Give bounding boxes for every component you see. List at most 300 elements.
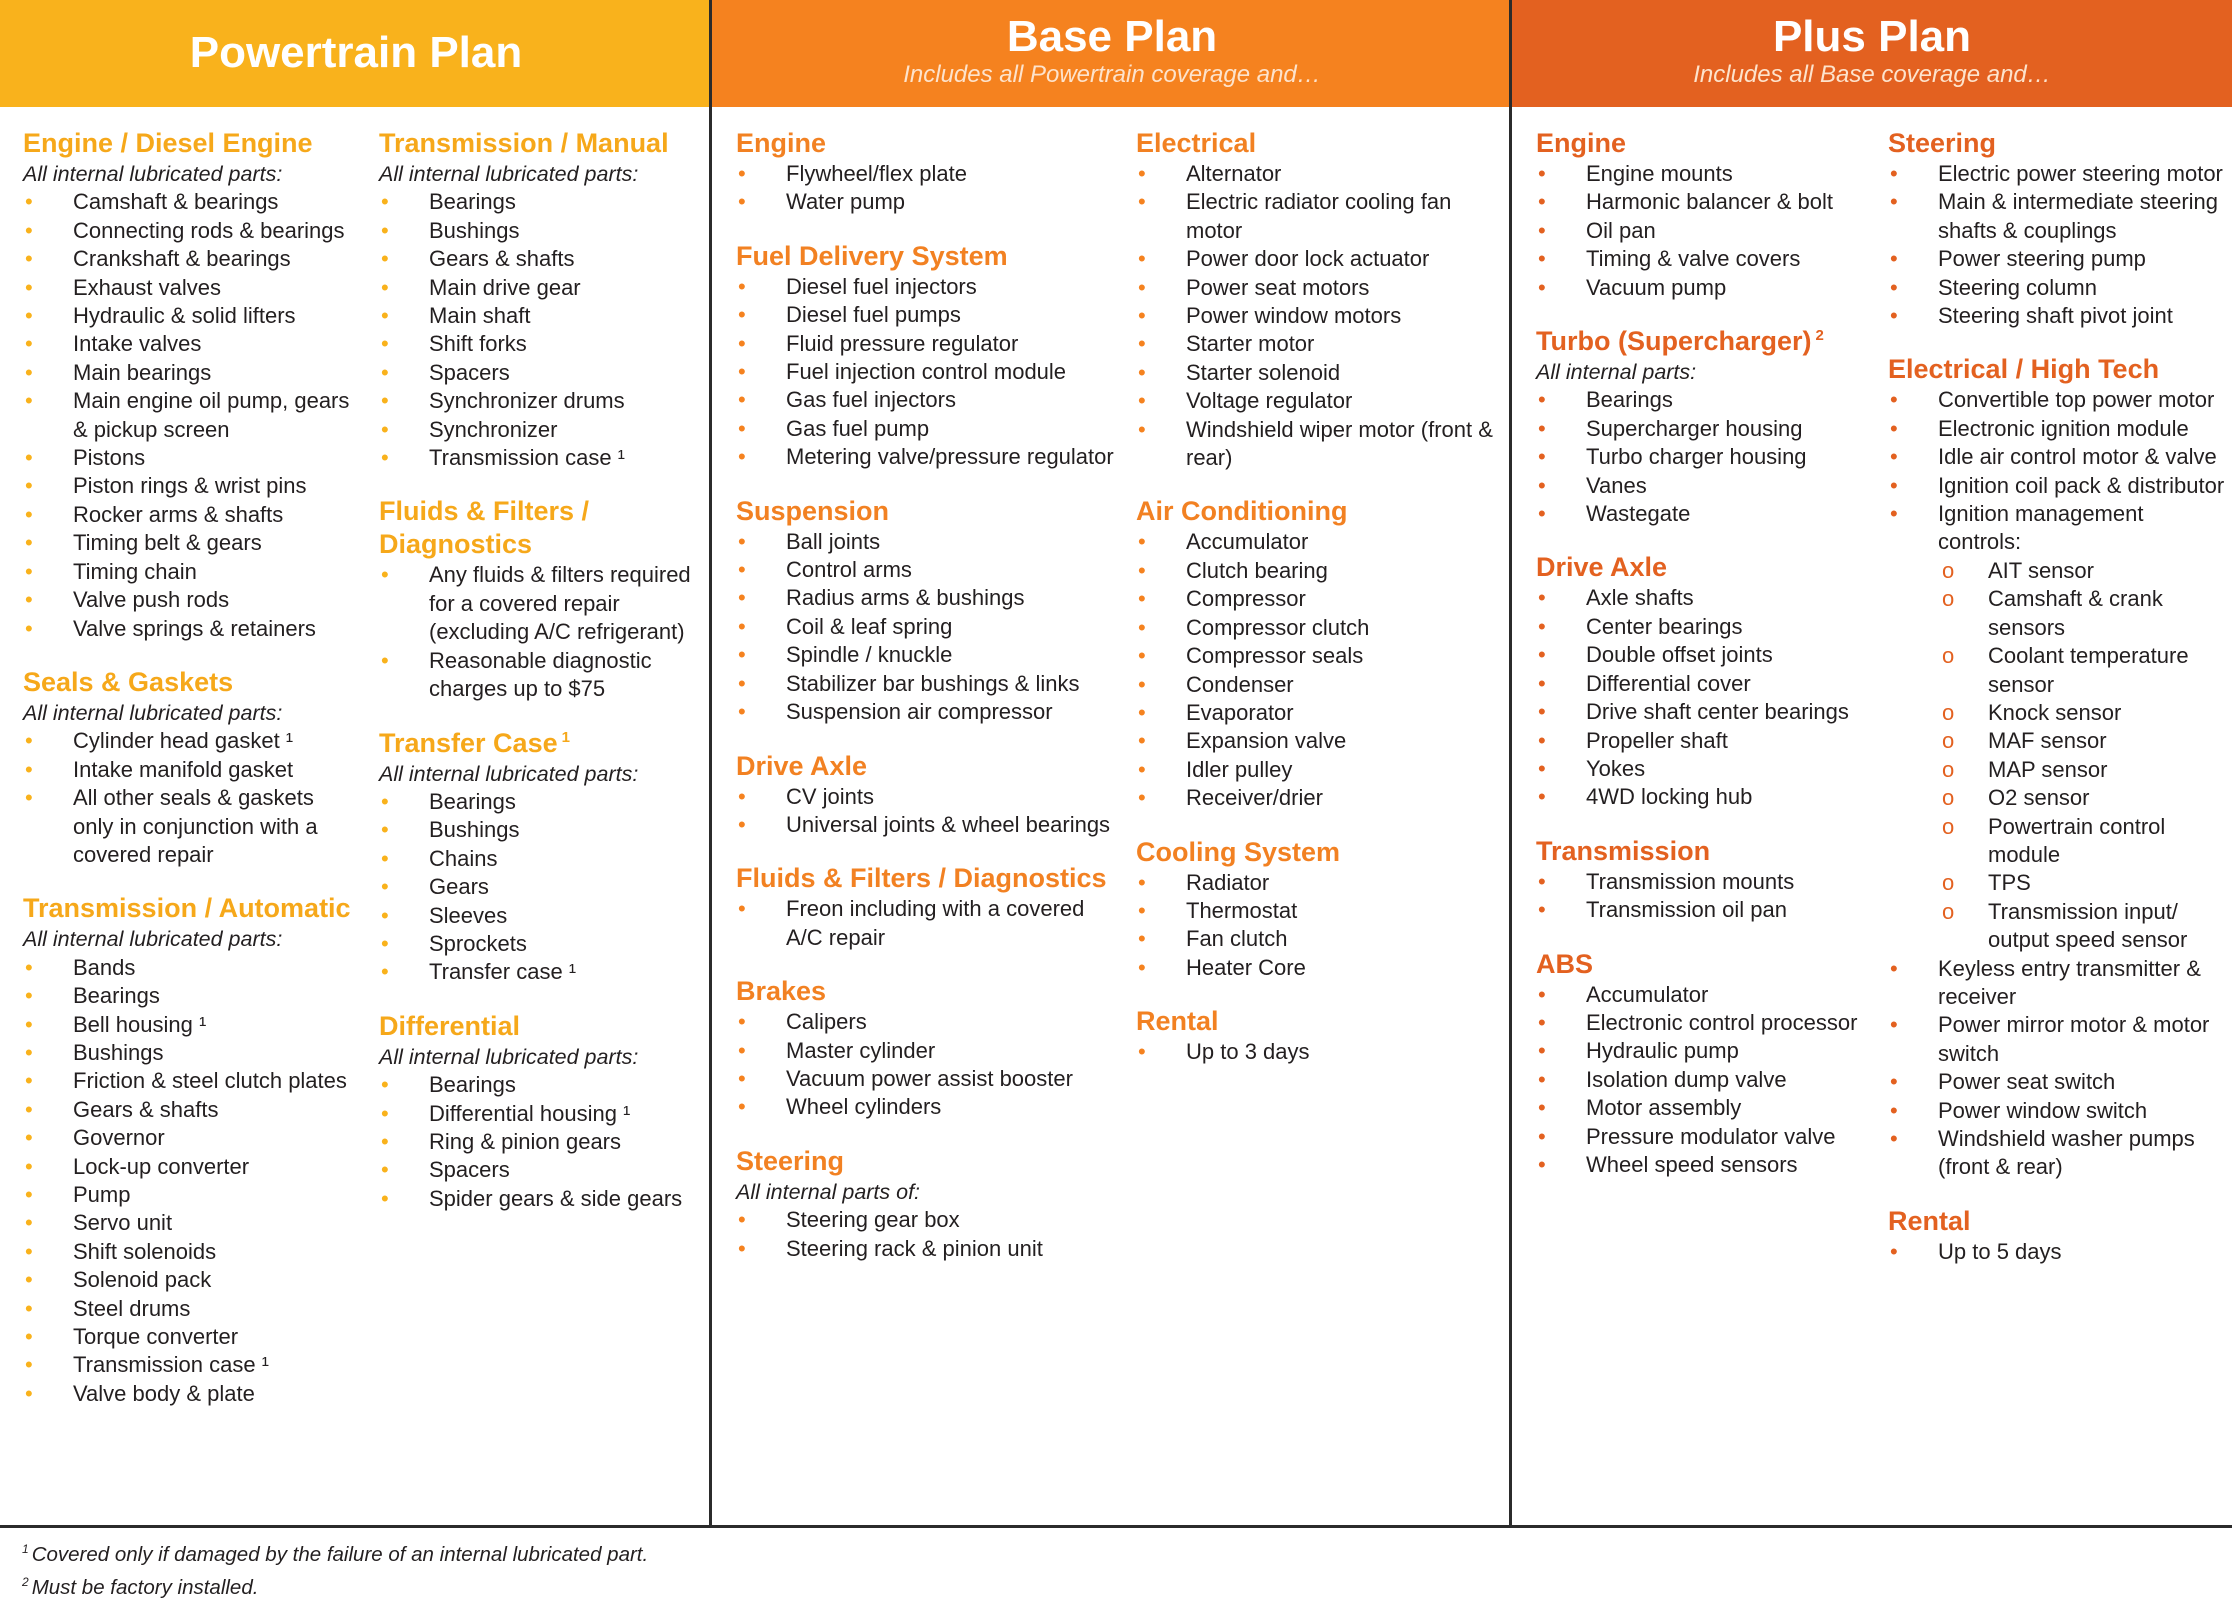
section-title xyxy=(23,892,353,925)
bullet-icon: • xyxy=(1138,557,1146,583)
list-item xyxy=(1536,1151,1866,1179)
coverage-section xyxy=(736,495,1116,727)
list-item xyxy=(23,274,353,302)
list-item-text: Fluid pressure regulator xyxy=(786,330,1019,356)
list-item-text: Power steering pump xyxy=(1938,246,2146,272)
powertrain-column-2 xyxy=(379,127,709,1236)
list-item xyxy=(379,930,709,958)
coverage-section xyxy=(379,495,709,703)
bullet-icon: • xyxy=(25,445,33,471)
bullet-icon: • xyxy=(1890,501,1898,527)
list-item xyxy=(1536,755,1866,783)
list-item xyxy=(23,1067,353,1095)
base-plan-subtitle: Includes all Powertrain coverage and… xyxy=(903,61,1321,88)
bullet-icon: • xyxy=(381,959,389,985)
bullet-icon: • xyxy=(25,359,33,385)
bullet-icon: • xyxy=(1138,1039,1146,1065)
list-item xyxy=(1888,500,2228,557)
list-item xyxy=(736,1206,1116,1234)
bullet-icon: • xyxy=(1138,954,1146,980)
bullet-icon: • xyxy=(1538,897,1546,923)
list-subitem xyxy=(1888,756,2228,784)
list-item xyxy=(379,1128,709,1156)
list-item-text: Sleeves xyxy=(429,902,508,928)
list-subitem-text: Knock sensor xyxy=(1988,699,2122,725)
list-item xyxy=(23,1380,353,1408)
list-item-text: Vacuum power assist booster xyxy=(786,1065,1073,1091)
section-title-text: Seals & Gaskets xyxy=(23,666,234,697)
footnote-mark: 2 xyxy=(22,1575,29,1590)
section-note: All internal parts: xyxy=(1536,360,1697,385)
list-item-text: Pistons xyxy=(73,445,146,471)
bullet-icon: • xyxy=(1138,189,1146,215)
list-item-text: Camshaft & bearings xyxy=(73,189,279,215)
section-title-text: Engine xyxy=(1536,128,1627,158)
list-item xyxy=(1536,500,1866,528)
bullet-icon: • xyxy=(1538,868,1546,894)
section-title xyxy=(1536,551,1866,584)
list-item xyxy=(1888,160,2228,188)
list-item-text: Gas fuel pump xyxy=(786,415,930,441)
footnote-mark: 1 xyxy=(22,1542,29,1557)
base-plan-title: Base Plan xyxy=(1006,12,1218,61)
bullet-icon: • xyxy=(25,473,33,499)
bullet-icon: • xyxy=(1890,1069,1898,1095)
bullet-icon: • xyxy=(25,530,33,556)
list-item-text: Vanes xyxy=(1586,472,1647,498)
list-item-text: Pressure modulator valve xyxy=(1586,1123,1836,1149)
bullet-icon: • xyxy=(381,1072,389,1098)
list-item xyxy=(379,788,709,816)
list-item xyxy=(23,756,353,784)
bullet-icon: • xyxy=(738,330,746,356)
list-item xyxy=(736,528,1116,556)
list-item-text: Evaporator xyxy=(1186,699,1294,725)
list-item-text: Gears & shafts xyxy=(429,246,575,272)
list-item-text: Power window motors xyxy=(1186,303,1402,329)
bullet-icon: • xyxy=(1890,246,1898,272)
list-item-text: Water pump xyxy=(786,189,906,215)
bullet-icon: • xyxy=(381,930,389,956)
list-item-text: Harmonic balancer & bolt xyxy=(1586,189,1834,215)
section-title-text: Turbo (Supercharger) xyxy=(1536,326,1812,357)
list-item xyxy=(1888,245,2228,273)
list-item-text: Valve push rods xyxy=(73,587,230,613)
list-item-text: Up to 5 days xyxy=(1938,1238,2062,1264)
list-item-text: Bushings xyxy=(73,1039,164,1065)
list-item-text: Any fluids & filters required for a covered repair (excluding A/C refrigerant) xyxy=(429,562,691,645)
bullet-icon: • xyxy=(1890,189,1898,215)
list-item-text: Steering shaft pivot joint xyxy=(1938,303,2173,329)
list-item xyxy=(379,647,709,704)
list-item-text: Accumulator xyxy=(1186,529,1309,555)
plus-column-2 xyxy=(1888,127,2228,1289)
section-title-text: Fluids & Filters / Diagnostics xyxy=(736,863,1107,894)
list-item-text: Transfer case ¹ xyxy=(429,959,577,985)
list-item-text: Voltage regulator xyxy=(1186,388,1353,414)
section-note: All internal parts of: xyxy=(736,1179,921,1204)
section-title-text: Drive Axle xyxy=(736,750,868,781)
list-item-text: Main shaft xyxy=(429,303,531,329)
list-item-text: Piston rings & wrist pins xyxy=(73,473,307,499)
list-item xyxy=(23,558,353,586)
bullet-icon: • xyxy=(25,501,33,527)
section-title-text: Transmission / Manual xyxy=(379,128,669,158)
list-item xyxy=(1888,1125,2228,1182)
list-item-text: Servo unit xyxy=(73,1210,173,1236)
list-subitem-text: Transmission input/ output speed sensor xyxy=(1988,898,2188,953)
bullet-icon: • xyxy=(1138,671,1146,697)
list-item xyxy=(379,359,709,387)
list-item-text: Oil pan xyxy=(1586,217,1656,243)
item-list xyxy=(736,783,1116,840)
section-title-text: Engine / Diesel Engine xyxy=(23,128,313,158)
list-subitem xyxy=(1888,898,2228,955)
list-subitem xyxy=(1888,699,2228,727)
list-item xyxy=(1136,160,1506,188)
list-item xyxy=(379,1156,709,1184)
section-title xyxy=(736,240,1116,273)
list-item-text: Hydraulic pump xyxy=(1586,1038,1739,1064)
list-item-text: Idle air control motor & valve xyxy=(1938,444,2217,470)
footnote-mark: 1 xyxy=(561,728,570,746)
bullet-icon: • xyxy=(738,896,746,922)
list-item xyxy=(736,358,1116,386)
list-item xyxy=(1136,557,1506,585)
list-item-text: Bell housing ¹ xyxy=(73,1011,207,1037)
list-item xyxy=(1536,727,1866,755)
section-title xyxy=(736,750,1116,783)
list-item-text: Supercharger housing xyxy=(1586,415,1803,441)
bullet-icon: • xyxy=(25,189,33,215)
bullet-icon: • xyxy=(738,387,746,413)
powertrain-plan xyxy=(0,0,712,1528)
list-item xyxy=(379,1185,709,1213)
coverage-section xyxy=(23,892,353,1408)
bullet-icon: • xyxy=(1138,699,1146,725)
list-item-text: Bearings xyxy=(429,788,516,814)
plus-plan xyxy=(1512,0,2232,1528)
item-list xyxy=(1536,584,1866,811)
list-item-text: Spindle / knuckle xyxy=(786,642,953,668)
list-item xyxy=(1536,1037,1866,1065)
list-item xyxy=(379,444,709,472)
bullet-icon: • xyxy=(1890,415,1898,441)
item-list xyxy=(1888,160,2228,330)
list-item xyxy=(23,330,353,358)
section-note: All internal lubricated parts: xyxy=(379,761,639,786)
list-item xyxy=(736,160,1116,188)
bullet-icon: • xyxy=(1538,246,1546,272)
footnotes xyxy=(22,1538,648,1604)
list-item-text: Yokes xyxy=(1586,755,1646,781)
bullet-icon: • xyxy=(25,388,33,414)
sub-bullet-icon: o xyxy=(1942,728,1955,754)
sub-bullet-icon: o xyxy=(1942,643,1955,669)
item-list xyxy=(1136,160,1506,472)
bullet-icon: • xyxy=(1138,416,1146,442)
list-item xyxy=(1536,443,1866,471)
section-title-text: Transfer Case xyxy=(379,727,558,758)
list-item xyxy=(23,188,353,216)
sub-bullet-icon: o xyxy=(1942,870,1955,896)
bullet-icon: • xyxy=(1538,727,1546,753)
list-item xyxy=(1888,188,2228,245)
list-item xyxy=(1536,613,1866,641)
base-column-1 xyxy=(736,127,1116,1286)
list-item xyxy=(1536,415,1866,443)
list-item xyxy=(1536,981,1866,1009)
bullet-icon: • xyxy=(1138,897,1146,923)
bullet-icon: • xyxy=(738,557,746,583)
list-item-text: Crankshaft & bearings xyxy=(73,246,291,272)
list-item xyxy=(736,1093,1116,1121)
section-note: All internal lubricated parts: xyxy=(379,162,639,186)
bullet-icon: • xyxy=(738,444,746,470)
list-item xyxy=(1136,925,1506,953)
list-item-text: Steering rack & pinion unit xyxy=(786,1235,1043,1261)
list-item-text: Pump xyxy=(73,1182,131,1207)
list-item-text: Propeller shaft xyxy=(1586,727,1728,753)
list-item-text: Timing belt & gears xyxy=(73,530,262,556)
bullet-icon: • xyxy=(1138,869,1146,895)
list-item xyxy=(1536,868,1866,896)
bullet-icon: • xyxy=(381,274,389,300)
coverage-section xyxy=(1536,325,1866,528)
section-note: All internal lubricated parts: xyxy=(23,927,283,952)
list-item-text: Metering valve/pressure regulator xyxy=(786,444,1114,470)
list-item xyxy=(23,1295,353,1323)
list-item xyxy=(23,982,353,1010)
list-item xyxy=(736,415,1116,443)
bullet-icon: • xyxy=(1538,699,1546,725)
bullet-icon: • xyxy=(25,1380,33,1406)
list-item-text: Windshield wiper motor (front & rear) xyxy=(1186,416,1493,471)
item-list xyxy=(736,160,1116,217)
list-item xyxy=(736,613,1116,641)
list-item-text: Bushings xyxy=(429,817,520,843)
list-item xyxy=(23,359,353,387)
list-subitem-text: MAP sensor xyxy=(1988,756,2108,782)
list-item-text: Diesel fuel pumps xyxy=(786,302,961,328)
section-title-text: Fuel Delivery System xyxy=(736,240,1008,271)
list-item xyxy=(23,1096,353,1124)
bullet-icon: • xyxy=(1538,981,1546,1007)
bullet-icon: • xyxy=(738,670,746,696)
item-list xyxy=(1136,869,1506,983)
section-title-text: ABS xyxy=(1536,948,1594,979)
list-item-text: Main drive gear xyxy=(429,274,581,300)
list-item-text: Synchronizer xyxy=(429,416,558,442)
bullet-icon: • xyxy=(1538,1038,1546,1064)
coverage-section xyxy=(1536,948,1866,1180)
sub-bullet-icon: o xyxy=(1942,813,1955,839)
list-item-text: Reasonable diagnostic charges up to $75 xyxy=(429,647,652,702)
list-item-text: Electronic ignition module xyxy=(1938,415,2189,441)
list-subitem-text: Powertrain control module xyxy=(1988,813,2166,867)
bullet-icon: • xyxy=(25,246,33,272)
list-item xyxy=(736,811,1116,839)
sub-bullet-icon: o xyxy=(1942,785,1955,811)
section-title xyxy=(736,1145,1116,1178)
bullet-icon: • xyxy=(738,1207,746,1233)
list-item xyxy=(1136,784,1506,812)
list-item xyxy=(23,727,353,755)
list-item-text: Hydraulic & solid lifters xyxy=(73,303,296,329)
section-title xyxy=(1136,495,1506,528)
section-title xyxy=(23,127,353,160)
bullet-icon: • xyxy=(25,1238,33,1264)
bullet-icon: • xyxy=(381,217,389,243)
bullet-icon: • xyxy=(1538,585,1546,611)
list-item xyxy=(379,1100,709,1128)
list-item-text: Differential housing ¹ xyxy=(429,1100,631,1126)
section-title-text: Transmission xyxy=(1536,835,1711,866)
list-item xyxy=(1136,585,1506,613)
list-item xyxy=(23,1153,353,1181)
list-item-text: Connecting rods & bearings xyxy=(73,217,345,243)
bullet-icon: • xyxy=(381,388,389,414)
list-item xyxy=(23,586,353,614)
plus-column-1 xyxy=(1536,127,1866,1202)
list-item xyxy=(379,245,709,273)
bullet-icon: • xyxy=(381,845,389,871)
list-item-text: Spider gears & side gears xyxy=(429,1185,683,1211)
list-item xyxy=(1136,245,1506,273)
list-item xyxy=(1536,1123,1866,1151)
list-item xyxy=(736,188,1116,216)
list-item-text: Synchronizer drums xyxy=(429,388,625,414)
list-item xyxy=(1136,671,1506,699)
bullet-icon: • xyxy=(738,699,746,725)
list-item-text: Bushings xyxy=(429,217,520,243)
bullet-icon: • xyxy=(25,274,33,300)
bullet-icon: • xyxy=(381,817,389,843)
bullet-icon: • xyxy=(1538,1095,1546,1121)
list-item-text: CV joints xyxy=(786,783,875,809)
plus-plan-subtitle: Includes all Base coverage and… xyxy=(1693,61,2051,88)
list-item xyxy=(1136,274,1506,302)
coverage-section xyxy=(23,127,353,643)
bullet-icon: • xyxy=(1138,274,1146,300)
item-list xyxy=(23,727,353,869)
list-subitem xyxy=(1888,784,2228,812)
list-item-text: Radiator xyxy=(1186,869,1270,895)
list-item xyxy=(379,217,709,245)
item-list xyxy=(736,528,1116,727)
bullet-icon: • xyxy=(25,1352,33,1378)
bullet-icon: • xyxy=(1538,501,1546,527)
list-item xyxy=(736,698,1116,726)
bullet-icon: • xyxy=(1138,756,1146,782)
list-item xyxy=(736,301,1116,329)
list-item-text: Power seat motors xyxy=(1186,274,1370,300)
bullet-icon: • xyxy=(381,1185,389,1211)
list-item xyxy=(736,641,1116,669)
list-item xyxy=(1888,1011,2228,1068)
bullet-icon: • xyxy=(381,331,389,357)
bullet-icon: • xyxy=(1138,246,1146,272)
item-list xyxy=(1136,528,1506,812)
list-item-text: Alternator xyxy=(1186,161,1282,186)
bullet-icon: • xyxy=(1538,1009,1546,1035)
list-item-text: Idler pulley xyxy=(1186,756,1293,782)
bullet-icon: • xyxy=(25,587,33,613)
list-item xyxy=(736,1065,1116,1093)
list-subitem-text: Camshaft & crank sensors xyxy=(1988,586,2163,640)
bullet-icon: • xyxy=(1538,613,1546,639)
list-item xyxy=(23,784,353,869)
bullet-icon: • xyxy=(381,647,389,673)
divider-line xyxy=(1509,0,1512,1528)
bullet-icon: • xyxy=(25,1068,33,1094)
item-list xyxy=(23,188,353,643)
section-title xyxy=(1136,127,1506,160)
list-item-text: 4WD locking hub xyxy=(1586,784,1753,810)
list-item xyxy=(23,1266,353,1294)
list-item-text: Wheel speed sensors xyxy=(1586,1151,1798,1177)
bullet-icon: • xyxy=(738,302,746,328)
list-item-text: Bearings xyxy=(429,189,516,215)
list-item xyxy=(1536,1094,1866,1122)
list-item-text: Drive shaft center bearings xyxy=(1586,699,1849,725)
list-item xyxy=(379,188,709,216)
list-item xyxy=(1136,302,1506,330)
item-list xyxy=(1888,386,2228,1181)
bullet-icon: • xyxy=(25,1096,33,1122)
item-list xyxy=(379,561,709,703)
bullet-icon: • xyxy=(738,273,746,299)
list-item xyxy=(1136,897,1506,925)
list-item-text: Fuel injection control module xyxy=(786,359,1067,385)
list-item xyxy=(1888,1068,2228,1096)
sub-bullet-icon: o xyxy=(1942,756,1955,782)
item-list xyxy=(736,273,1116,472)
list-item-text: Turbo charger housing xyxy=(1586,444,1807,470)
bullet-icon: • xyxy=(1538,755,1546,781)
coverage-section xyxy=(1536,551,1866,811)
list-item xyxy=(1136,528,1506,556)
list-item-text: Expansion valve xyxy=(1186,728,1347,754)
list-item-text: Main & intermediate steering shafts & couplings xyxy=(1938,189,2219,243)
section-title-text: Engine xyxy=(736,128,827,158)
list-item xyxy=(379,416,709,444)
list-item-text: Torque converter xyxy=(73,1324,239,1350)
list-item xyxy=(1136,727,1506,755)
coverage-section xyxy=(379,1010,709,1213)
bullet-icon: • xyxy=(25,1039,33,1065)
section-note: All internal lubricated parts: xyxy=(23,700,283,725)
powertrain-plan-title: Powertrain Plan xyxy=(189,28,523,77)
bullet-icon: • xyxy=(1538,1151,1546,1177)
bullet-icon: • xyxy=(1138,331,1146,357)
bullet-icon: • xyxy=(1538,274,1546,300)
list-item-text: Valve springs & retainers xyxy=(73,615,316,641)
list-item-text: Axle shafts xyxy=(1586,585,1694,611)
bullet-icon: • xyxy=(25,1210,33,1236)
list-item-text: Rocker arms & shafts xyxy=(73,501,284,527)
list-item xyxy=(23,302,353,330)
bullet-icon: • xyxy=(1890,1238,1898,1264)
list-item xyxy=(1536,1009,1866,1037)
list-item xyxy=(1136,387,1506,415)
bullet-icon: • xyxy=(25,1267,33,1293)
list-item-text: Suspension air compressor xyxy=(786,699,1053,725)
list-item-text: Electric radiator cooling fan motor xyxy=(1186,189,1452,243)
bullet-icon: • xyxy=(381,189,389,215)
bullet-icon: • xyxy=(1890,274,1898,300)
list-item-text: Engine mounts xyxy=(1586,161,1733,186)
